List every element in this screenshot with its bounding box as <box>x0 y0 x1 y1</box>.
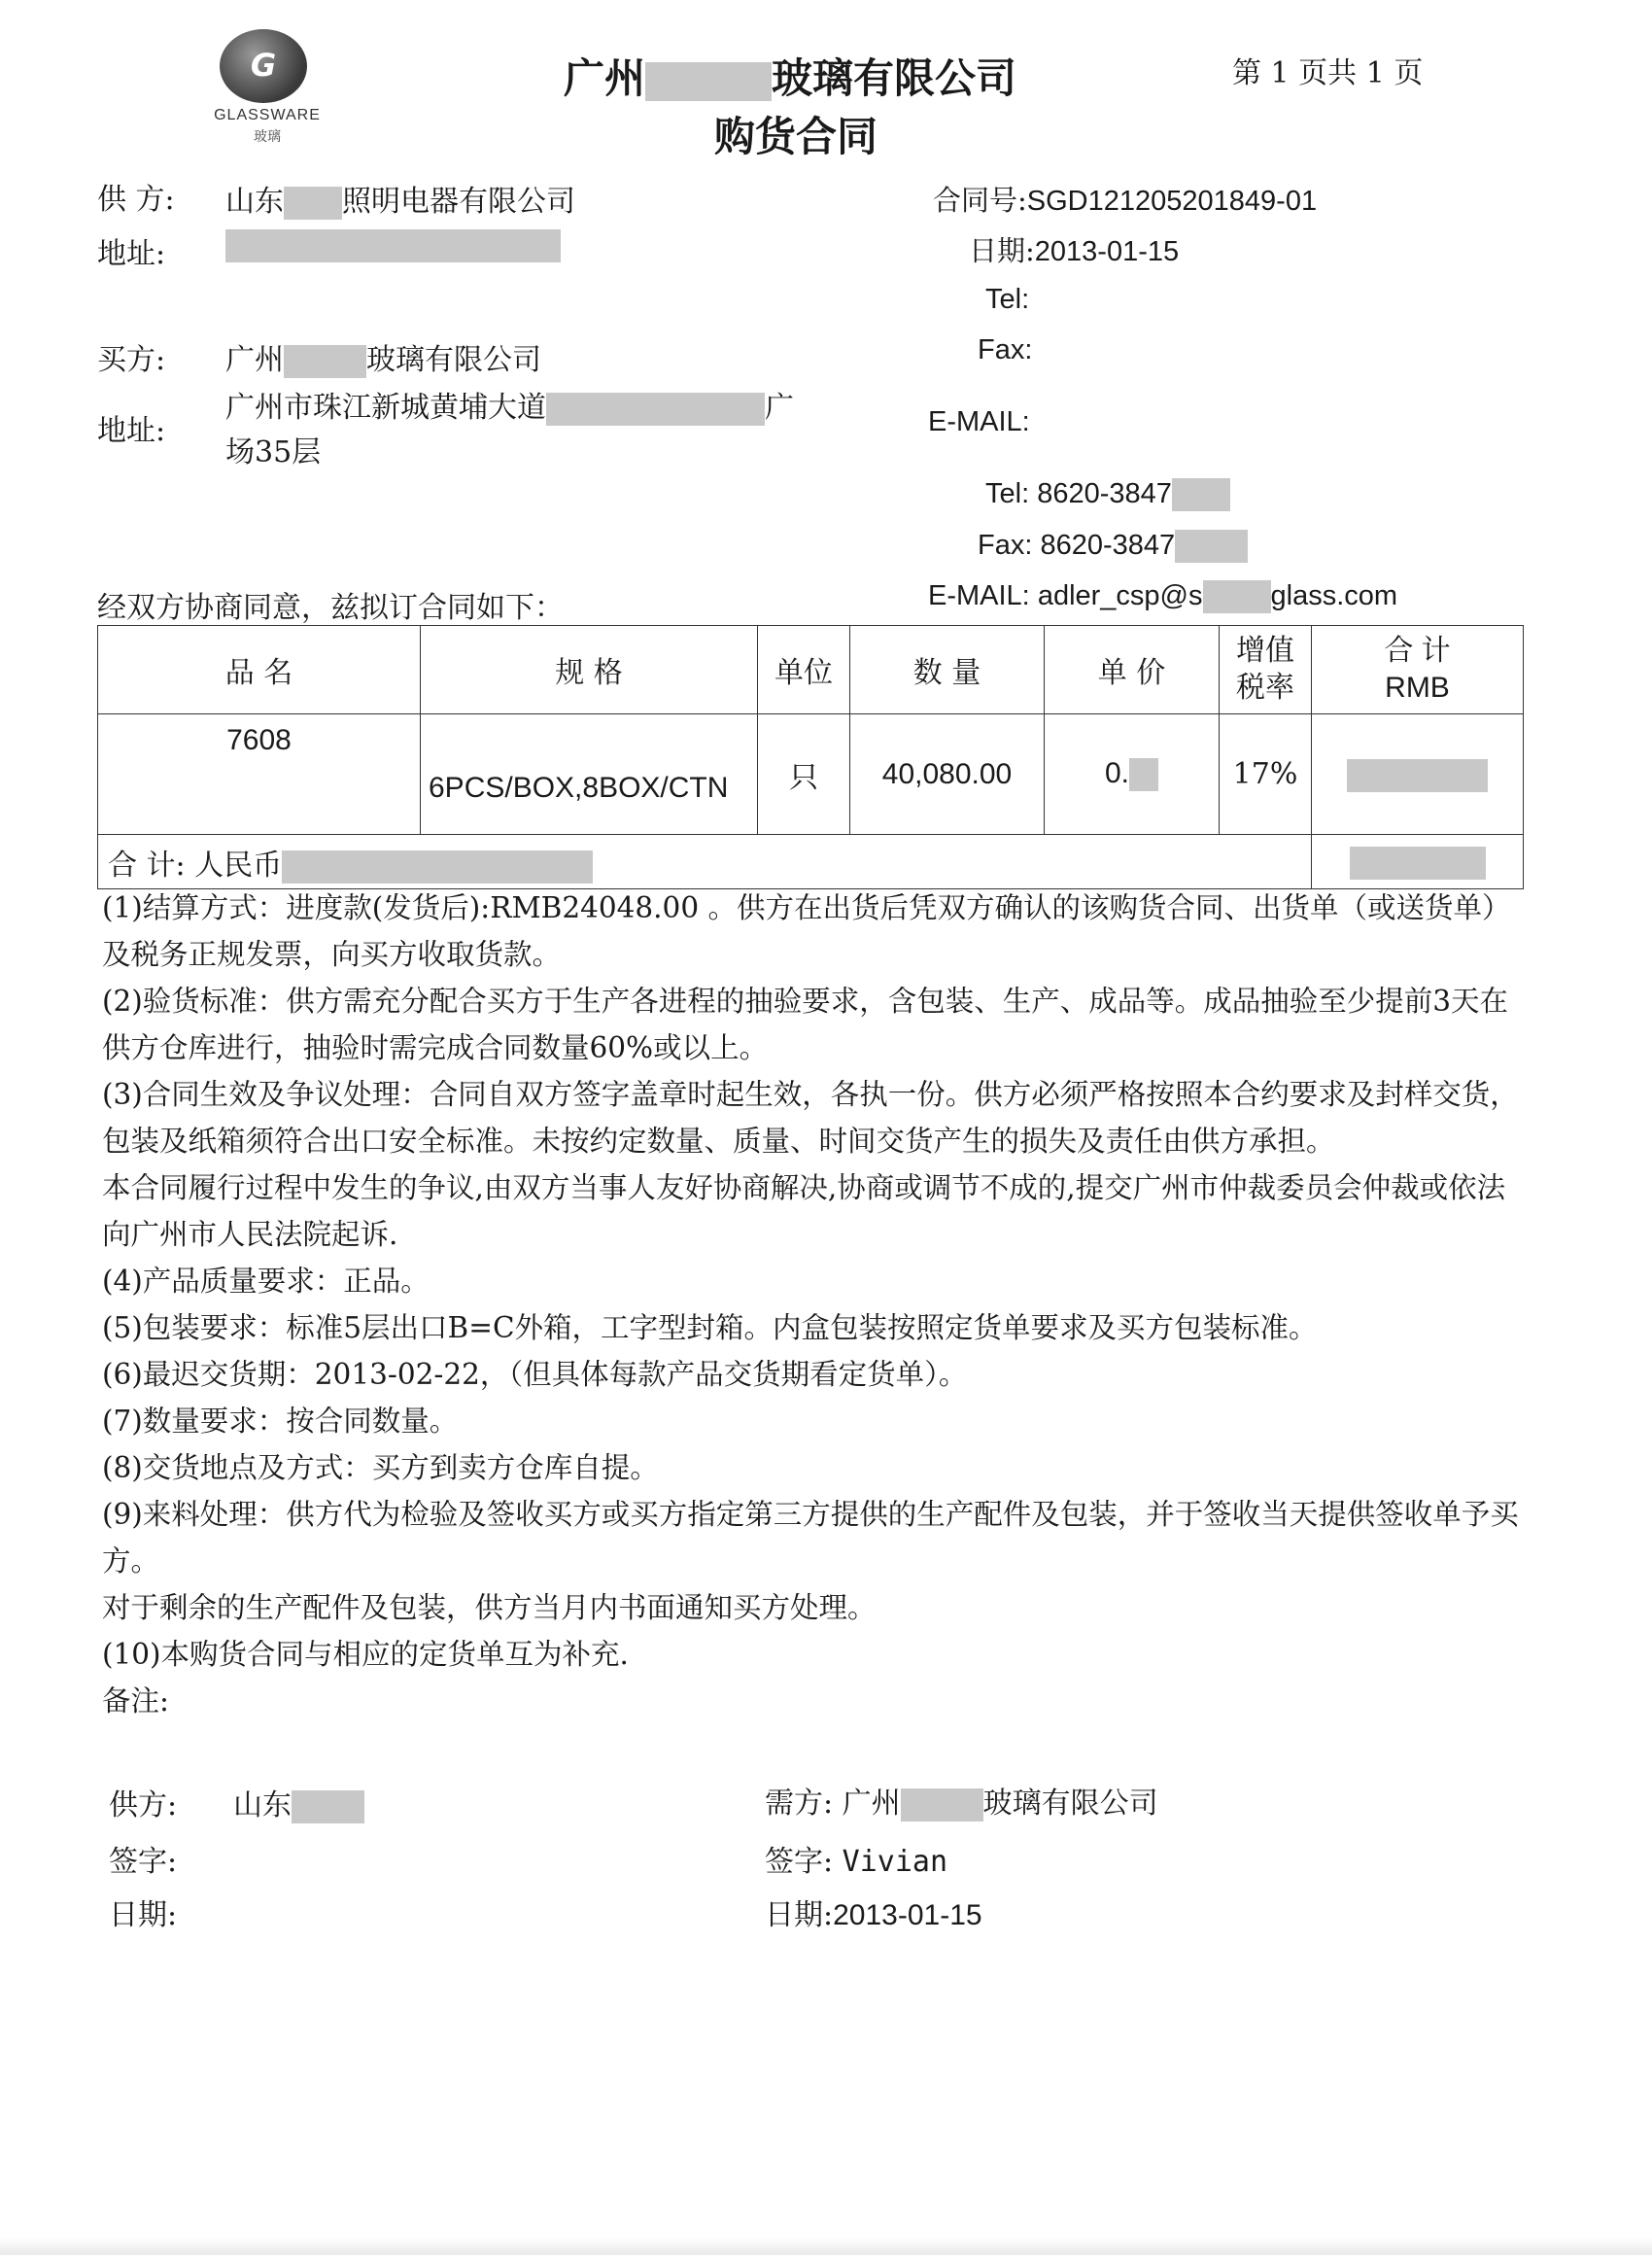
header-total: 合 计 RMB <box>1312 626 1524 714</box>
supplier-name-post: 照明电器有限公司 <box>342 185 575 219</box>
table-total-row <box>98 835 1524 889</box>
buyer-tel <box>985 478 1230 511</box>
sig-buyer <box>765 1779 1158 1821</box>
contract-no <box>933 179 1317 219</box>
redaction-block <box>292 1790 364 1823</box>
buyer-fax <box>978 530 1248 563</box>
sig-supplier-date-label: 日期: <box>109 1898 178 1932</box>
supplier-address-label: 地址: <box>97 237 166 271</box>
header-price: 单 价 <box>1045 626 1220 714</box>
supplier-email-label: E-MAIL: <box>928 406 1030 437</box>
redaction-block <box>1175 530 1248 563</box>
supplier-tel-label: Tel: <box>985 284 1030 315</box>
clause-7: (7)数量要求：按合同数量。 <box>102 1405 459 1438</box>
remark-label: 备注: <box>102 1684 169 1717</box>
cell-qty: 40,080.00 <box>850 714 1045 835</box>
company-logo <box>165 29 360 156</box>
clause-6: (6)最迟交货期：2013-02-22，（但具体每款产品交货期看定货单）。 <box>102 1358 968 1391</box>
redaction-block <box>1172 478 1230 511</box>
redaction-block <box>282 850 593 884</box>
company-title-pre: 广州 <box>564 54 646 102</box>
contract-clauses <box>102 885 1531 1724</box>
header-spec: 规 格 <box>421 626 758 714</box>
intro-text: 经双方协商同意，兹拟订合同如下： <box>97 591 564 625</box>
clause-9-note: 对于剩余的生产配件及包装，供方当月内书面通知买方处理。 <box>102 1591 877 1624</box>
contract-no-value: SGD121205201849-01 <box>1026 186 1318 217</box>
supplier-label: 供 方: <box>97 183 175 217</box>
company-title-post: 玻璃有限公司 <box>772 54 1017 102</box>
buyer-name <box>225 335 541 378</box>
buyer-name-pre: 广州 <box>225 343 284 377</box>
sig-supplier-label: 供方: <box>109 1788 178 1822</box>
cell-price-value: 0. <box>1104 756 1130 789</box>
header-tax: 增值 税率 <box>1220 626 1312 714</box>
redaction-block <box>284 187 342 220</box>
header-qty: 数 量 <box>850 626 1045 714</box>
buyer-address-end: 广 <box>765 391 794 425</box>
sig-buyer-date <box>765 1891 982 1933</box>
clause-8: (8)交货地点及方式：买方到卖方仓库自提。 <box>102 1451 659 1484</box>
redaction-block <box>645 62 772 101</box>
logo-seal-icon: G <box>220 29 307 103</box>
clause-3-dispute: 本合同履行过程中发生的争议,由双方当事人友好协商解决,协商或调节不成的,提交广州市仲裁委员会仲裁或依法向广州市人民法院起诉. <box>102 1171 1506 1251</box>
redaction-block <box>1350 847 1486 880</box>
sig-buyer-sign <box>765 1837 947 1880</box>
clause-4: (4)产品质量要求：正品。 <box>102 1265 430 1298</box>
page-info: 第 1 页共 1 页 <box>1232 56 1424 90</box>
items-table <box>97 625 1524 889</box>
total-label: 合 计: 人民币 <box>108 848 283 883</box>
cell-unit: 只 <box>758 714 850 835</box>
redaction-block <box>546 393 765 426</box>
buyer-email-label: E-MAIL: <box>928 580 1030 611</box>
clause-9: (9)来料处理：供方代为检验及签收买方或买方指定第三方提供的生产配件及包装，并于签收当天提供签收单予买方。 <box>102 1498 1519 1578</box>
buyer-tel-value: 8620-3847 <box>1037 478 1172 509</box>
clause-1: (1)结算方式：进度款(发货后):RMB24048.00 。供方在出货后凭双方确认的该购货合同、出货单（或送货单）及税务正规发票，向买方收取货款。 <box>102 891 1511 971</box>
redaction-block <box>1203 580 1271 613</box>
clause-5: (5)包装要求：标准5层出口B=C外箱，工字型封箱。内盒包装按照定货单要求及买方包装标准。 <box>102 1311 1318 1344</box>
cell-price <box>1045 714 1220 835</box>
supplier-address-redacted <box>225 229 561 262</box>
buyer-name-post: 玻璃有限公司 <box>366 343 541 377</box>
cell-name: 7608 <box>98 714 421 835</box>
total-label-cell <box>98 835 1312 889</box>
logo-brand-text: GLASSWARE <box>214 107 321 123</box>
buyer-tel-label: Tel: <box>985 478 1030 509</box>
buyer-address-text: 广州市珠江新城黄埔大道 <box>225 391 546 425</box>
sig-supplier-sign-label: 签字: <box>109 1845 178 1879</box>
buyer-address-label: 地址: <box>97 414 166 448</box>
clause-3: (3)合同生效及争议处理：合同自双方签字盖章时起生效，各执一份。供方必须严格按照本合约要求及封样交货，包装及纸箱须符合出口安全标准。未按约定数量、质量、时间交货产生的损失及责任由供方承担。 <box>102 1078 1519 1158</box>
clause-10: (10)本购货合同与相应的定货单互为补充. <box>102 1638 629 1671</box>
buyer-label: 买方: <box>97 343 166 377</box>
sig-buyer-label: 需方: <box>765 1787 834 1821</box>
total-amount-cell <box>1312 835 1524 889</box>
buyer-address-line1 <box>225 383 794 426</box>
supplier-name <box>225 177 575 220</box>
contract-date-value: 2013-01-15 <box>1034 236 1180 267</box>
buyer-email-post: glass.com <box>1270 580 1398 611</box>
header-unit: 单位 <box>758 626 850 714</box>
redaction-block <box>1347 759 1488 792</box>
cell-total <box>1312 714 1524 835</box>
header-name: 品 名 <box>98 626 421 714</box>
buyer-email-pre: adler_csp@s <box>1037 580 1203 611</box>
redaction-block <box>1129 758 1158 791</box>
buyer-email <box>928 580 1397 613</box>
redaction-block <box>901 1788 983 1821</box>
sig-buyer-signer: Vivian <box>842 1845 948 1879</box>
cell-spec: 6PCS/BOX,8BOX/CTN <box>421 714 758 835</box>
company-title <box>564 47 1016 105</box>
supplier-fax-label: Fax: <box>978 334 1033 365</box>
buyer-fax-label: Fax: <box>978 530 1033 561</box>
logo-sub-text: 玻璃 <box>254 129 281 145</box>
cell-tax: 17% <box>1220 714 1312 835</box>
document-title: 购货合同 <box>714 113 878 160</box>
clause-2: (2)验货标准：供方需充分配合买方于生产各进程的抽验要求，含包装、生产、成品等。成品抽验至少提前3天在供方仓库进行，抽验时需完成合同数量60%或以上。 <box>102 985 1509 1064</box>
sig-supplier-name-text: 山东 <box>233 1788 292 1822</box>
sig-buyer-date-label: 日期: <box>765 1898 834 1932</box>
table-header-row <box>98 626 1524 714</box>
sig-buyer-sign-label: 签字: <box>765 1845 834 1879</box>
contract-no-label: 合同号: <box>933 184 1027 217</box>
buyer-address-line2: 场35层 <box>225 435 322 469</box>
supplier-name-pre: 山东 <box>225 185 284 219</box>
sig-buyer-date-value: 2013-01-15 <box>833 1899 982 1931</box>
contract-date-label: 日期: <box>969 234 1035 267</box>
redaction-block <box>225 229 561 262</box>
sig-buyer-name-post: 玻璃有限公司 <box>982 1787 1158 1821</box>
redaction-block <box>284 345 366 378</box>
contract-date <box>969 229 1179 269</box>
sig-buyer-name-pre: 广州 <box>842 1787 901 1821</box>
sig-supplier-name <box>233 1781 364 1823</box>
scan-shadow <box>0 2238 1652 2255</box>
buyer-fax-value: 8620-3847 <box>1040 530 1176 561</box>
table-row <box>98 714 1524 835</box>
